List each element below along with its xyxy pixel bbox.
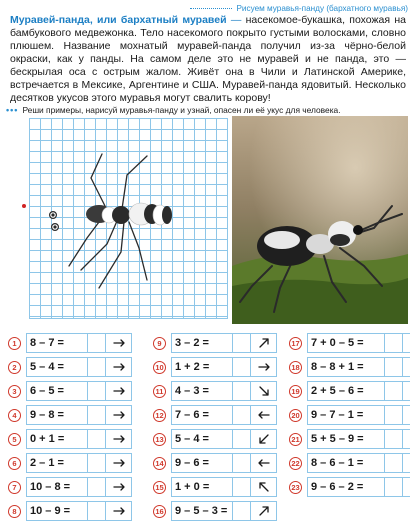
exercise-expression: 7 + 0 – 5 = bbox=[307, 333, 385, 353]
answer-box[interactable] bbox=[233, 357, 251, 377]
direction-arrow-icon bbox=[403, 333, 410, 353]
exercise-expression: 6 – 5 = bbox=[26, 381, 88, 401]
header-title: Рисуем муравья-панду (бархатного муравья) bbox=[236, 3, 408, 13]
exercise-expression: 2 + 5 – 6 = bbox=[307, 381, 385, 401]
exercise-row bbox=[8, 357, 132, 377]
exercise-row bbox=[8, 405, 132, 425]
exercise-number: 22 bbox=[289, 457, 302, 470]
answer-box[interactable] bbox=[88, 381, 106, 401]
exercise-row bbox=[153, 429, 277, 449]
exercise-number: 15 bbox=[153, 481, 166, 494]
direction-arrow-icon bbox=[106, 429, 132, 449]
direction-arrow-icon bbox=[106, 405, 132, 425]
exercise-row bbox=[153, 381, 277, 401]
task-text: Реши примеры, нарисуй муравья-панду и узнай, опасен ли её укус для человека. bbox=[22, 105, 341, 115]
answer-box[interactable] bbox=[385, 477, 403, 497]
start-point-dot bbox=[22, 204, 26, 208]
answer-box[interactable] bbox=[233, 453, 251, 473]
direction-arrow-icon bbox=[251, 453, 277, 473]
exercise-expression: 9 – 7 – 1 = bbox=[307, 405, 385, 425]
exercise-expression: 9 – 5 – 3 = bbox=[171, 501, 233, 521]
exercise-expression: 8 – 8 + 1 = bbox=[307, 357, 385, 377]
intro-paragraph bbox=[10, 14, 406, 105]
exercise-expression: 7 – 6 = bbox=[171, 405, 233, 425]
exercise-number: 1 bbox=[8, 337, 21, 350]
exercise-row bbox=[289, 477, 410, 497]
answer-box[interactable] bbox=[233, 429, 251, 449]
answer-box[interactable] bbox=[88, 333, 106, 353]
exercise-row bbox=[289, 381, 410, 401]
task-bullet-icon: ••• bbox=[6, 105, 19, 115]
exercise-expression: 3 – 2 = bbox=[171, 333, 233, 353]
answer-box[interactable] bbox=[88, 477, 106, 497]
exercise-expression: 5 – 4 = bbox=[26, 357, 88, 377]
direction-arrow-icon bbox=[106, 501, 132, 521]
exercise-number: 18 bbox=[289, 361, 302, 374]
exercise-number: 4 bbox=[8, 409, 21, 422]
exercise-number: 6 bbox=[8, 457, 21, 470]
exercise-expression: 9 – 6 – 2 = bbox=[307, 477, 385, 497]
exercise-row bbox=[289, 429, 410, 449]
direction-arrow-icon bbox=[251, 501, 277, 521]
exercise-row bbox=[289, 405, 410, 425]
page-header bbox=[190, 1, 408, 15]
direction-arrow-icon bbox=[403, 405, 410, 425]
direction-arrow-icon bbox=[106, 381, 132, 401]
exercise-expression: 8 – 6 – 1 = bbox=[307, 453, 385, 473]
exercise-number: 10 bbox=[153, 361, 166, 374]
answer-box[interactable] bbox=[233, 405, 251, 425]
exercise-expression: 1 + 2 = bbox=[171, 357, 233, 377]
exercise-number: 20 bbox=[289, 409, 302, 422]
direction-arrow-icon bbox=[403, 429, 410, 449]
answer-box[interactable] bbox=[385, 405, 403, 425]
exercise-row bbox=[153, 453, 277, 473]
direction-arrow-icon bbox=[106, 453, 132, 473]
answer-box[interactable] bbox=[88, 405, 106, 425]
direction-arrow-icon bbox=[106, 333, 132, 353]
exercise-number: 2 bbox=[8, 361, 21, 374]
exercise-row bbox=[153, 333, 277, 353]
exercise-row bbox=[289, 357, 410, 377]
answer-box[interactable] bbox=[88, 453, 106, 473]
answer-box[interactable] bbox=[385, 381, 403, 401]
exercise-expression: 10 – 8 = bbox=[26, 477, 88, 497]
exercise-expression: 4 – 3 = bbox=[171, 381, 233, 401]
answer-box[interactable] bbox=[385, 333, 403, 353]
exercise-expression: 5 + 5 – 9 = bbox=[307, 429, 385, 449]
exercise-expression: 2 – 1 = bbox=[26, 453, 88, 473]
answer-box[interactable] bbox=[233, 381, 251, 401]
exercise-number: 11 bbox=[153, 385, 166, 398]
exercise-row bbox=[153, 477, 277, 497]
direction-arrow-icon bbox=[251, 333, 277, 353]
exercise-expression: 0 + 1 = bbox=[26, 429, 88, 449]
exercise-row bbox=[8, 381, 132, 401]
direction-arrow-icon bbox=[251, 381, 277, 401]
answer-box[interactable] bbox=[385, 429, 403, 449]
direction-arrow-icon bbox=[106, 477, 132, 497]
panda-ant-photo bbox=[232, 116, 408, 324]
exercise-expression: 5 – 4 = bbox=[171, 429, 233, 449]
exercise-row bbox=[8, 453, 132, 473]
exercise-number: 14 bbox=[153, 457, 166, 470]
answer-box[interactable] bbox=[233, 333, 251, 353]
answer-box[interactable] bbox=[385, 357, 403, 377]
exercise-row bbox=[8, 333, 132, 353]
exercise-row bbox=[153, 357, 277, 377]
answer-box[interactable] bbox=[385, 453, 403, 473]
direction-arrow-icon bbox=[251, 429, 277, 449]
direction-arrow-icon bbox=[251, 357, 277, 377]
direction-arrow-icon bbox=[251, 405, 277, 425]
exercise-expression: 8 – 7 = bbox=[26, 333, 88, 353]
exercise-number: 17 bbox=[289, 337, 302, 350]
exercise-number: 16 bbox=[153, 505, 166, 518]
exercise-number: 19 bbox=[289, 385, 302, 398]
exercise-expression: 1 + 0 = bbox=[171, 477, 233, 497]
ant-drawing-icon bbox=[29, 118, 228, 319]
exercise-row bbox=[8, 429, 132, 449]
direction-arrow-icon bbox=[403, 477, 410, 497]
answer-box[interactable] bbox=[88, 357, 106, 377]
answer-box[interactable] bbox=[233, 477, 251, 497]
exercise-number: 23 bbox=[289, 481, 302, 494]
exercise-row bbox=[153, 501, 277, 521]
exercise-row bbox=[289, 453, 410, 473]
exercise-number: 5 bbox=[8, 433, 21, 446]
answer-box[interactable] bbox=[88, 501, 106, 521]
exercise-row bbox=[289, 333, 410, 353]
answer-box[interactable] bbox=[88, 429, 106, 449]
exercise-number: 21 bbox=[289, 433, 302, 446]
exercise-row bbox=[8, 501, 132, 521]
answer-box[interactable] bbox=[233, 501, 251, 521]
direction-arrow-icon bbox=[403, 453, 410, 473]
direction-arrow-icon bbox=[251, 477, 277, 497]
exercise-number: 3 bbox=[8, 385, 21, 398]
header-dotted-line bbox=[190, 8, 232, 9]
exercise-row bbox=[8, 477, 132, 497]
direction-arrow-icon bbox=[106, 357, 132, 377]
exercise-expression: 9 – 8 = bbox=[26, 405, 88, 425]
intro-dash: — bbox=[226, 14, 246, 26]
direction-arrow-icon bbox=[403, 381, 410, 401]
exercise-number: 7 bbox=[8, 481, 21, 494]
direction-arrow-icon bbox=[403, 357, 410, 377]
exercise-number: 8 bbox=[8, 505, 21, 518]
exercise-expression: 10 – 9 = bbox=[26, 501, 88, 521]
intro-title: Муравей-панда, или бархатный муравей bbox=[10, 14, 227, 26]
exercise-number: 12 bbox=[153, 409, 166, 422]
exercise-row bbox=[153, 405, 277, 425]
exercise-number: 9 bbox=[153, 337, 166, 350]
intro-body: насекомое-букашка, похожая на бамбукового медвежонка. Тело насекомого покрыто густыми волосками, словно плюшем. Название мохнатый муравей-панда получил из-за чёрно-белой окраски, как у панды. На самом деле это не муравей и не панда, это — бескрылая оса с острым жалом. Живёт она в Чили и Латинской Америке, встречается в Мексике, Аргентине и США. Муравей-панда ядовитый. Несколько десятков укусов этого муравья могут свалить корову! bbox=[10, 14, 406, 104]
exercise-number: 13 bbox=[153, 433, 166, 446]
task-line bbox=[6, 105, 406, 115]
exercise-expression: 9 – 6 = bbox=[171, 453, 233, 473]
